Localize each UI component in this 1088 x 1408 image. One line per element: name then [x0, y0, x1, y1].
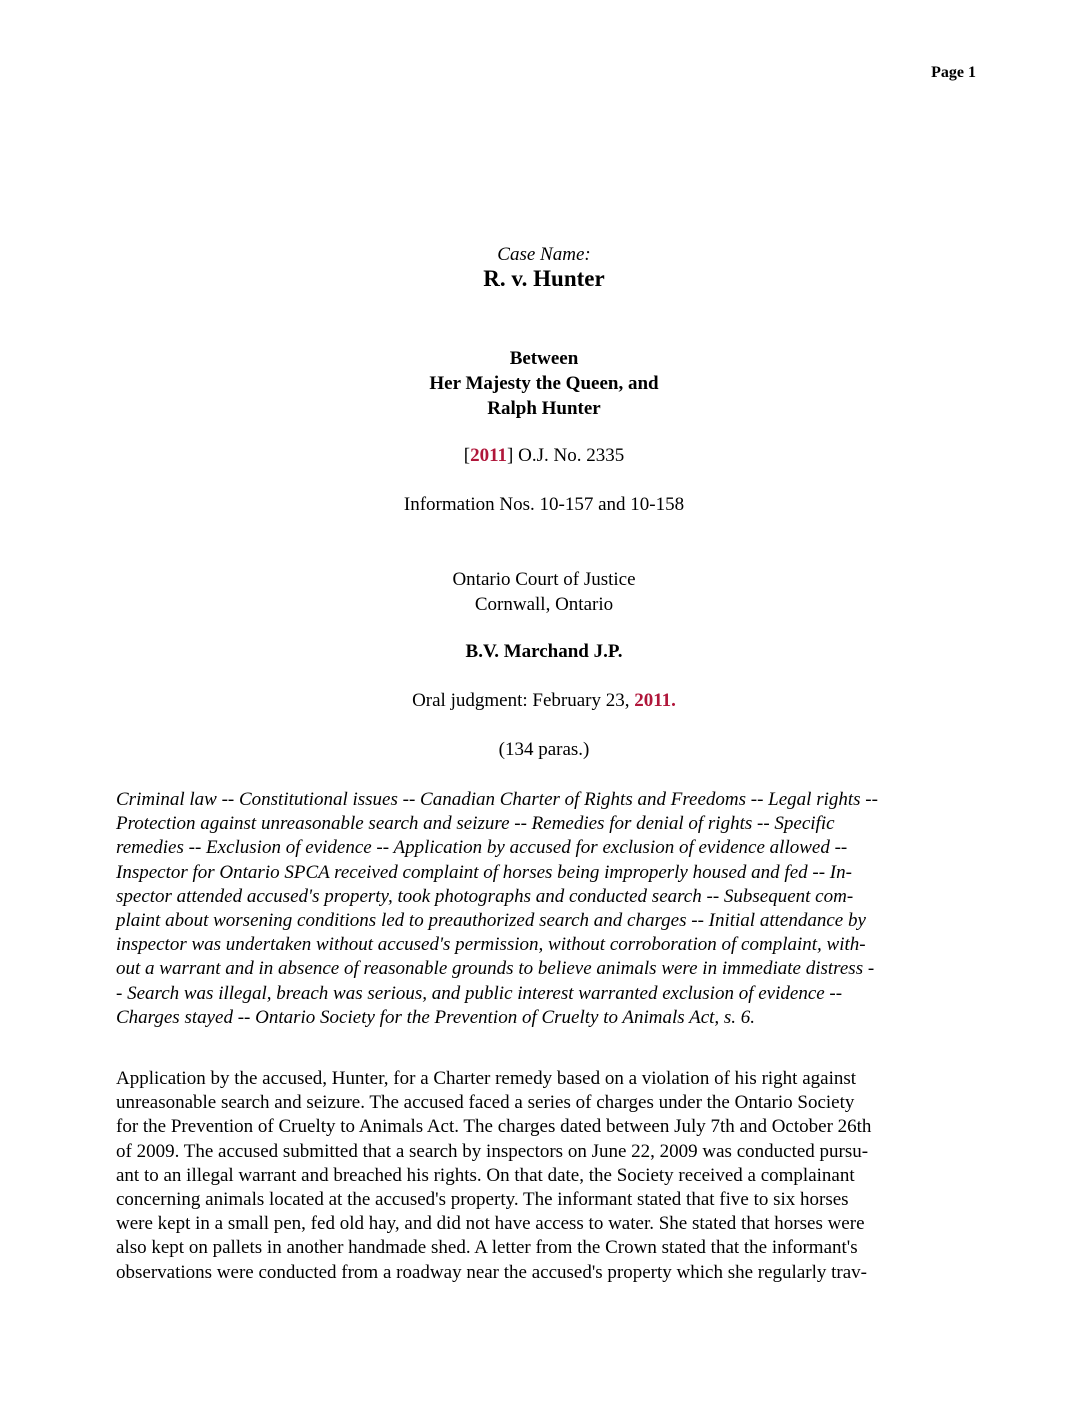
court-block: [0, 567, 1088, 617]
catchwords: [116, 788, 976, 1030]
catchwords-line: spector attended accused's property, took photographs and conducted search -- Subsequent com-: [116, 885, 854, 907]
judgment-year-link[interactable]: 2011.: [634, 690, 676, 711]
summary-line: ant to an illegal warrant and breached his rights. On that date, the Society received a complainant: [116, 1164, 855, 1186]
catchwords-line: remedies -- Exclusion of evidence -- Application by accused for exclusion of evidence allowed --: [116, 837, 848, 859]
judgment-date-prefix: Oral judgment: February 23,: [412, 690, 635, 711]
summary-line: also kept on pallets in another handmade shed. A letter from the Crown stated that the informant's: [116, 1237, 858, 1259]
summary-line: observations were conducted from a roadway near the accused's property which she regularly trav-: [116, 1261, 867, 1283]
court-location: Cornwall, Ontario: [474, 594, 614, 615]
page-number: Page 1: [931, 64, 976, 81]
case-title: R. v. Hunter: [483, 266, 605, 291]
catchwords-line: Criminal law -- Constitutional issues -- Canadian Charter of Rights and Freedoms -- Legal rights --: [116, 789, 878, 810]
parties-line: Ralph Hunter: [487, 398, 601, 419]
summary-line: for the Prevention of Cruelty to Animals Act. The charges dated between July 7th and October 26th: [116, 1116, 872, 1138]
parties-line: Her Majesty the Queen, and: [429, 373, 659, 394]
catchwords-line: Protection against unreasonable search and seizure -- Remedies for denial of rights -- Specific: [116, 813, 835, 835]
judgment-date: [0, 690, 1088, 712]
parties-block: [0, 346, 1088, 421]
citation-year-link[interactable]: 2011: [470, 445, 508, 466]
catchwords-line: Charges stayed -- Ontario Society for the Prevention of Cruelty to Animals Act, s. 6.: [116, 1006, 756, 1028]
citation: [0, 445, 1088, 467]
court-name: Ontario Court of Justice: [452, 569, 636, 590]
catchwords-line: inspector was undertaken without accused's permission, without corroboration of complaint, with-: [116, 934, 866, 956]
citation-open-bracket: [: [463, 445, 471, 466]
summary-line: Application by the accused, Hunter, for a Charter remedy based on a violation of his right against: [116, 1068, 857, 1089]
judge-name: B.V. Marchand J.P.: [465, 641, 623, 662]
information-numbers: Information Nos. 10-157 and 10-158: [403, 494, 685, 515]
catchwords-line: Inspector for Ontario SPCA received complaint of horses being improperly housed and fed -- In-: [116, 861, 852, 883]
parties-line: Between: [509, 348, 579, 369]
catchwords-line: - Search was illegal, breach was serious, and public interest warranted exclusion of evidence --: [116, 982, 843, 1004]
summary-line: concerning animals located at the accused's property. The informant stated that five to six horses: [116, 1189, 849, 1211]
case-summary: [116, 1067, 976, 1285]
summary-line: of 2009. The accused submitted that a search by inspectors on June 22, 2009 was conducted pursu-: [116, 1140, 869, 1162]
catchwords-line: plaint about worsening conditions led to preauthorized search and charges -- Initial attendance by: [116, 910, 866, 932]
citation-rest: ] O.J. No. 2335: [507, 445, 625, 466]
paragraph-count: (134 paras.): [498, 739, 590, 760]
catchwords-line: out a warrant and in absence of reasonable grounds to believe animals were in immediate distress -: [116, 958, 875, 980]
summary-line: were kept in a small pen, fed old hay, and did not have access to water. She stated that horses were: [116, 1213, 865, 1235]
case-name-label: Case Name:: [497, 244, 591, 265]
summary-line: unreasonable search and seizure. The accused faced a series of charges under the Ontario Society: [116, 1092, 855, 1114]
